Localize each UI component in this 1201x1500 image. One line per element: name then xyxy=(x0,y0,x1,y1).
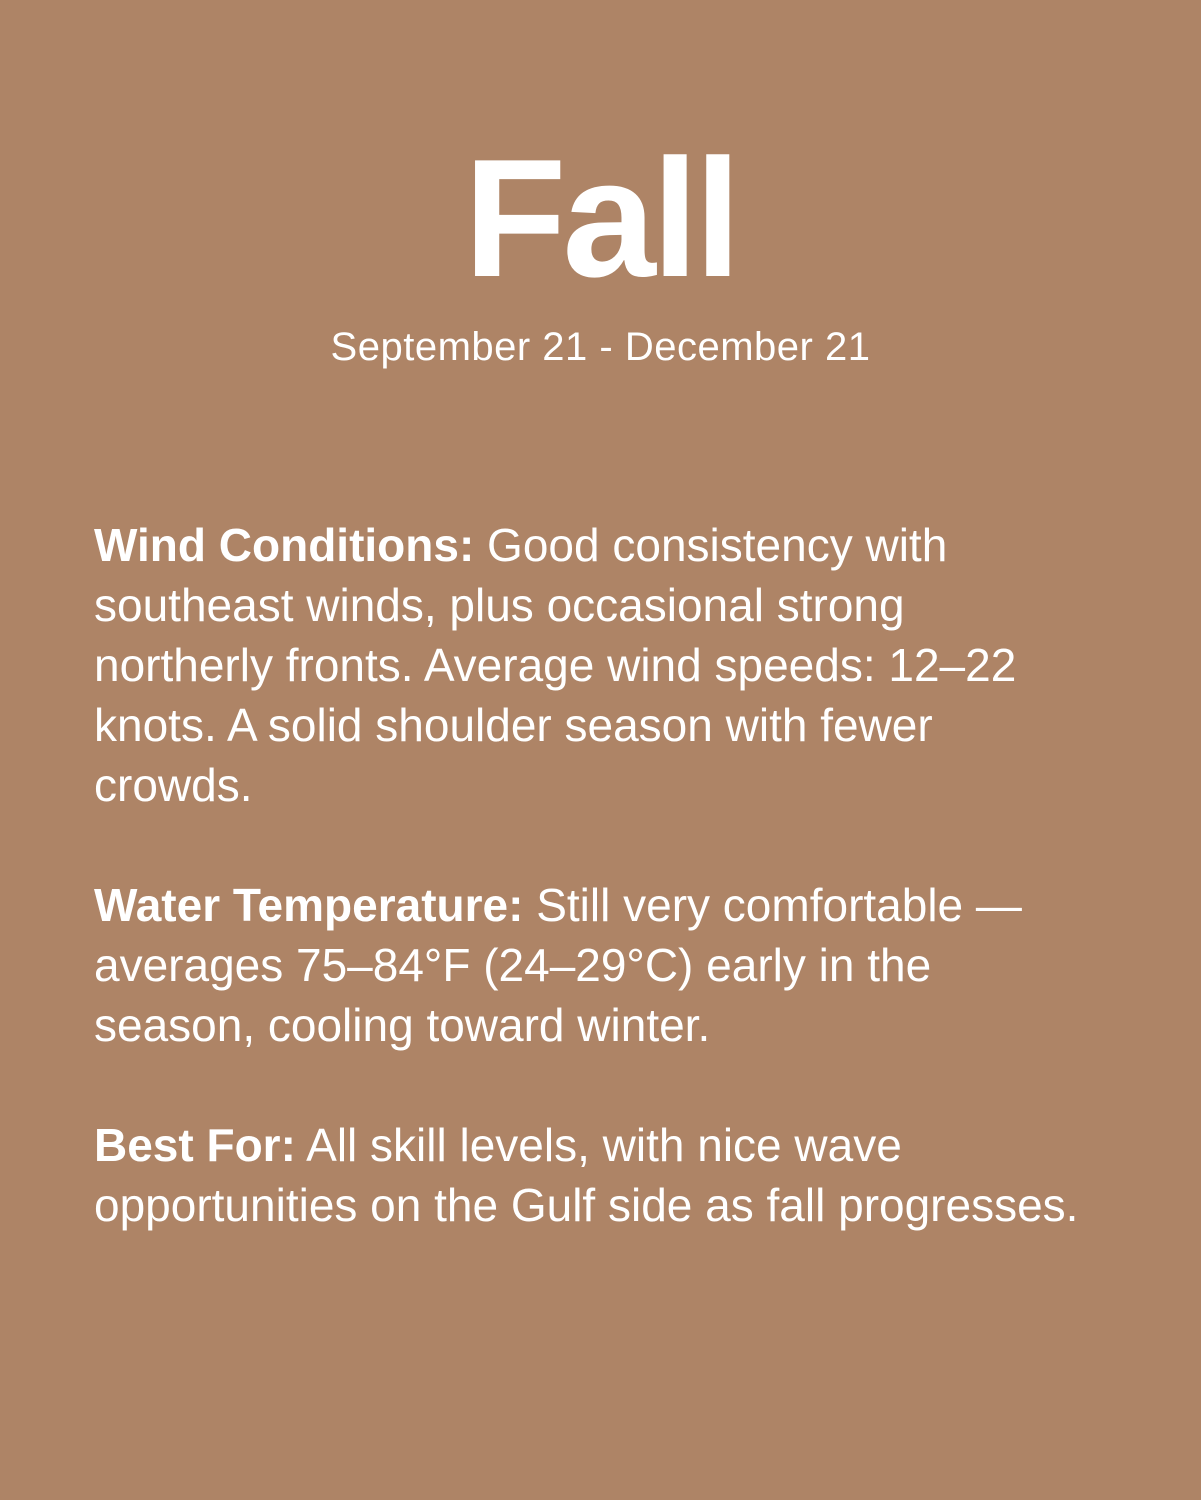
wind-conditions-label: Wind Conditions: xyxy=(94,519,475,571)
best-for-text: All skill levels, with nice wave opportunities on the Gulf side as fall progresses. xyxy=(94,1119,1079,1231)
wind-conditions-paragraph xyxy=(94,515,1094,815)
best-for-paragraph xyxy=(94,1115,1094,1235)
season-details xyxy=(94,515,1094,1295)
water-temperature-label: Water Temperature: xyxy=(94,879,524,931)
season-date-range: September 21 - December 21 xyxy=(330,325,871,369)
best-for-label: Best For: xyxy=(94,1119,296,1171)
water-temperature-paragraph xyxy=(94,875,1094,1055)
season-title: Fall xyxy=(463,124,738,312)
water-temperature-text: Still very comfortable — averages 75–84°F (24–29°C) early in the season, cooling toward winter. xyxy=(94,879,1022,1051)
wind-conditions-text: Good consistency with southeast winds, plus occasional strong northerly fronts. Average wind speeds: 12–22 knots. A solid shoulder season with fewer crowds. xyxy=(94,519,1017,811)
